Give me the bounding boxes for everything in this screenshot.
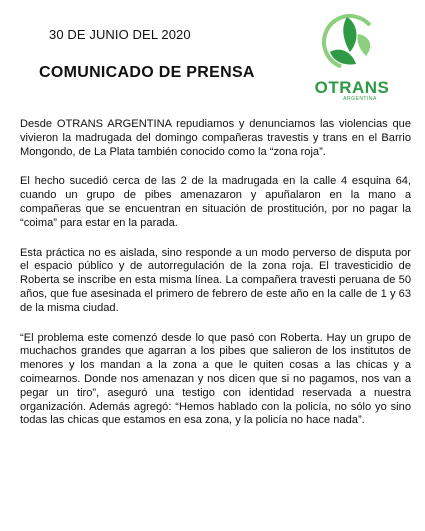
logo-subtitle: ARGENTINA bbox=[343, 96, 377, 102]
paragraph-1: Desde OTRANS ARGENTINA repudiamos y denunciamos las violencias que vivieron la madrugada del domingo compañeras travestis y trans en el Barrio Mongondo, de La Plata también conocido como la “zona roja”. bbox=[20, 118, 411, 158]
paragraph-3: Esta práctica no es aislada, sino responde a un modo perverso de disputa por el espacio público y de autorregulación de la zona roja. El travesticidio de Roberta se inscribe en esta misma línea. La compañera travesti peruana de 50 años, que fue asesinada el primero de febrero de este año en la calle de 1 y 63 de la misma ciudad. bbox=[20, 246, 411, 314]
paragraph-2: El hecho sucedió cerca de las 2 de la madrugada en la calle 4 esquina 64, cuando un grupo de pibes amenazaron y apuñalaron en la mano a compañeras que se encuentran en situación de prostitución, por no pagar la “coima” para estar en la parada. bbox=[20, 175, 411, 229]
press-release-body bbox=[20, 118, 411, 444]
paragraph-4: “El problema este comenzó desde lo que pasó con Roberta. Hay un grupo de muchachos grandes que agarran a los pibes que salieron de los institutos de menores y los mandan a la zona a que le quiten cosas a las chicas y a coimearnos. Donde nos amenazan y nos dicen que si no pagamos, nos van a pegar un tiro”, aseguró una testigo con identidad reservada a nuestra organización. Además agregó: “Hemos hablado con la policía, no sólo yo sino todas las chicas que estamos en esa zona, y la policía no hace nada”. bbox=[20, 331, 411, 427]
press-release-title: COMUNICADO DE PRENSA bbox=[39, 64, 255, 81]
press-release-date: 30 DE JUNIO DEL 2020 bbox=[49, 27, 191, 42]
logo-wordmark: OTRANS bbox=[314, 78, 390, 97]
